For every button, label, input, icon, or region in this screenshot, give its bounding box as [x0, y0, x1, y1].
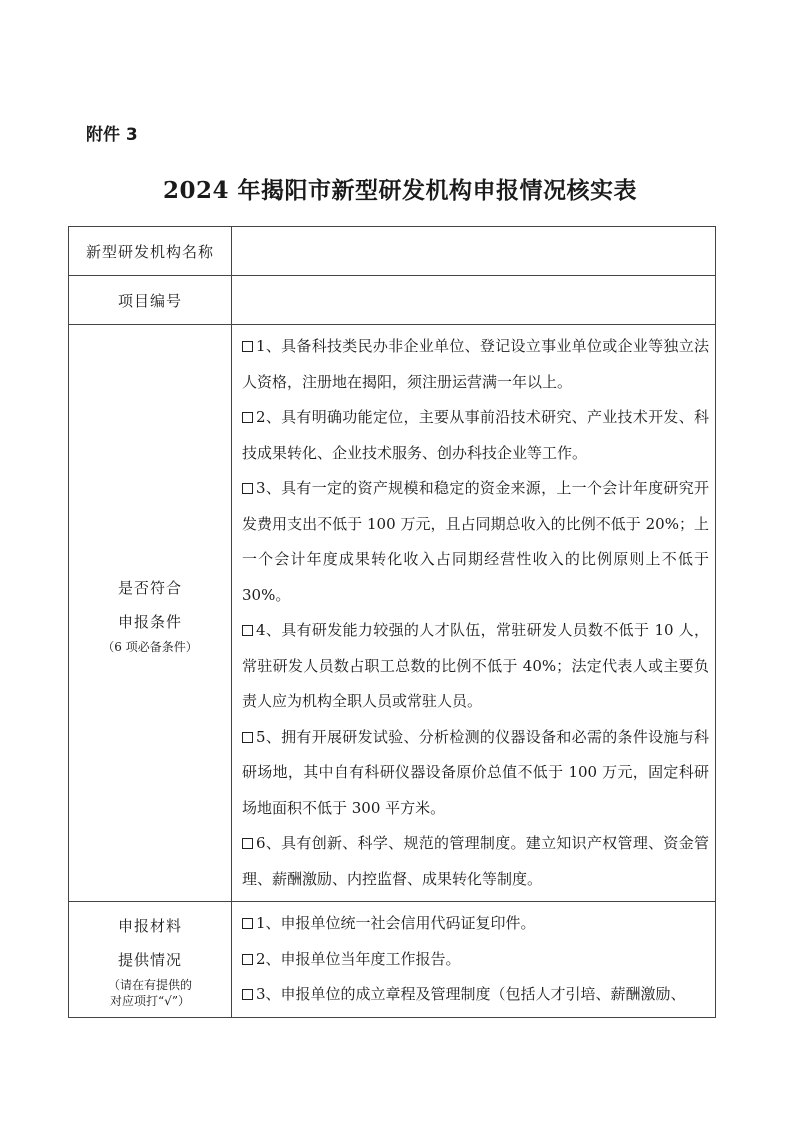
material-item-2: 2、申报单位当年度工作报告。	[242, 942, 709, 978]
materials-label-line1: 申报材料	[117, 917, 182, 936]
condition-checkbox-6[interactable]	[242, 838, 253, 849]
table-row-materials	[69, 902, 716, 1018]
attachment-label: 附件 3	[86, 125, 138, 145]
material-checkbox-1[interactable]	[242, 918, 253, 929]
conditions-label	[69, 325, 232, 902]
conditions-label-line2: 申报条件	[117, 613, 182, 631]
materials-label-note1: （请在有提供的	[107, 978, 192, 993]
materials-list	[232, 902, 716, 1018]
project-no-label: 项目编号	[69, 276, 232, 325]
condition-item-4: 4、具有研发能力较强的人才队伍，常驻研发人员数不低于 10 人，常驻研发人员数占职工总数的比例不低于 40%；法定代表人或主要负责人应为机构全职人员或常驻人员。	[242, 621, 709, 710]
condition-checkbox-3[interactable]	[242, 483, 253, 494]
table-row-project-no	[69, 276, 716, 325]
condition-checkbox-2[interactable]	[242, 412, 253, 423]
conditions-list	[232, 325, 716, 902]
condition-checkbox-4[interactable]	[242, 625, 253, 636]
materials-label-note2: 对应项打“√”）	[110, 994, 190, 1009]
materials-label	[69, 902, 232, 1018]
project-no-field[interactable]	[232, 276, 716, 325]
material-item-3: 3、申报单位的成立章程及管理制度（包括人才引培、薪酬激励、	[242, 977, 709, 1013]
condition-item-5: 5、拥有开展研发试验、分析检测的仪器设备和必需的条件设施与科研场地，其中自有科研仪器设备原价总值不低于 100 万元，固定科研场地面积不低于 300 平方米。	[242, 727, 709, 817]
condition-item-2: 2、具有明确功能定位，主要从事前沿技术研究、产业技术开发、科技成果转化、企业技术服务、创办科技企业等工作。	[242, 408, 709, 462]
org-name-label: 新型研发机构名称	[69, 227, 232, 276]
materials-label-line2: 提供情况	[117, 951, 182, 970]
condition-item-1: 1、具备科技类民办非企业单位、登记设立事业单位或企业等独立法人资格，注册地在揭阳，须注册运营满一年以上。	[242, 337, 709, 391]
conditions-label-note: （6 项必备条件）	[102, 640, 198, 654]
table-row-conditions	[69, 325, 716, 902]
condition-item-6: 6、具有创新、科学、规范的管理制度。建立知识产权管理、资金管理、薪酬激励、内控监督、成果转化等制度。	[242, 834, 709, 888]
verification-table	[68, 226, 716, 1018]
conditions-label-line1: 是否符合	[117, 579, 182, 597]
condition-item-3: 3、具有一定的资产规模和稳定的资金来源，上一个会计年度研究开发费用支出不低于 100 万元，且占同期总收入的比例不低于 20%；上一个会计年度成果转化收入占同期经营性收入的比例原则上不低于 30%。	[242, 479, 709, 604]
condition-checkbox-5[interactable]	[242, 732, 253, 743]
table-row-org-name	[69, 227, 716, 276]
condition-checkbox-1[interactable]	[242, 341, 253, 352]
material-checkbox-2[interactable]	[242, 954, 253, 965]
material-checkbox-3[interactable]	[242, 989, 253, 1000]
material-item-1: 1、申报单位统一社会信用代码证复印件。	[242, 906, 709, 942]
page-title: 2024 年揭阳市新型研发机构申报情况核实表	[162, 177, 638, 204]
org-name-field[interactable]	[232, 227, 716, 276]
